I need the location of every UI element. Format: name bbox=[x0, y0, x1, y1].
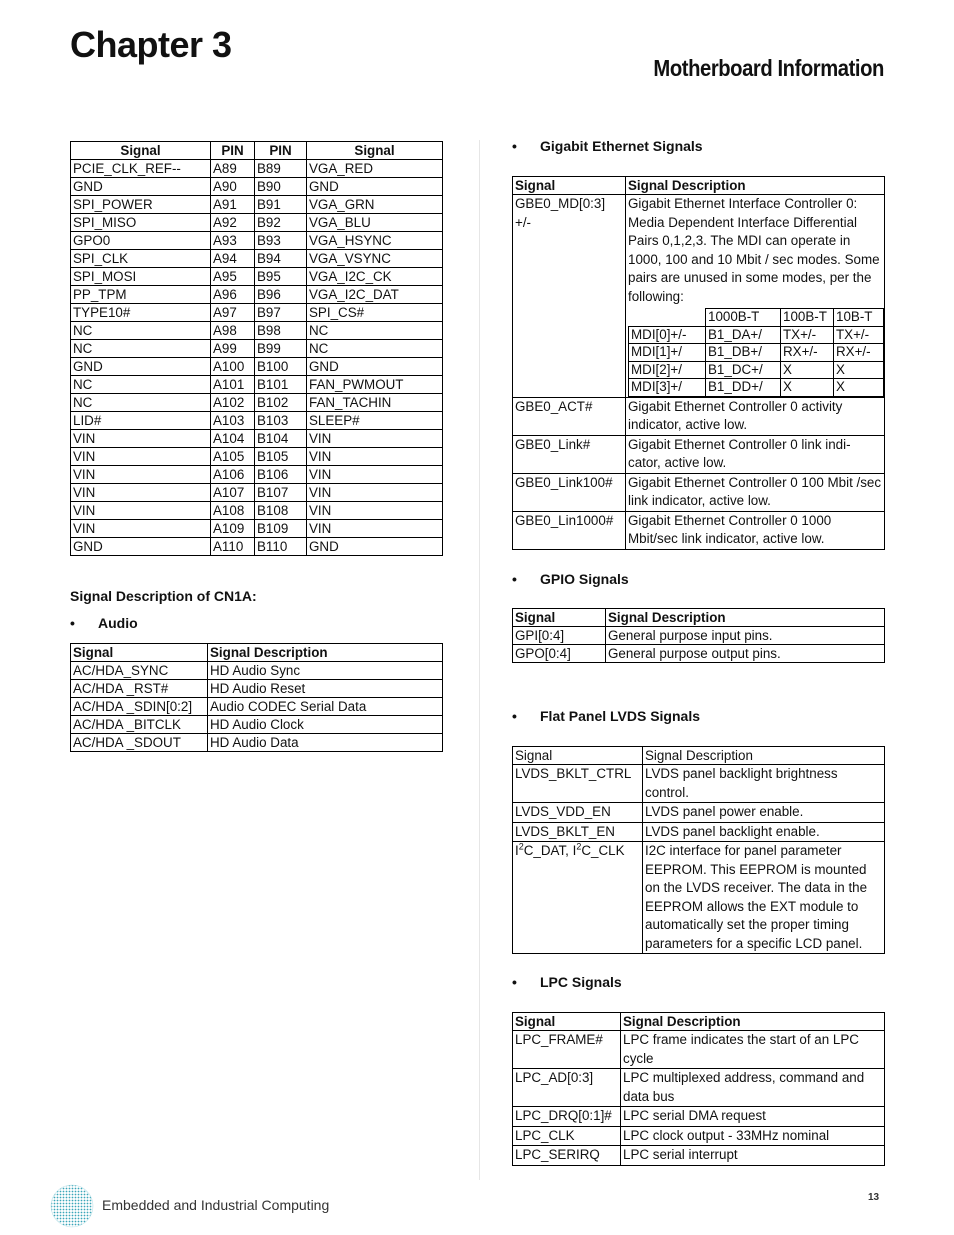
table-cell: SLEEP# bbox=[307, 412, 443, 430]
table-cell: LPC_FRAME# bbox=[513, 1031, 621, 1069]
mdi-header-cell: 1000B-T bbox=[706, 309, 781, 327]
table-cell: VGA_HSYNC bbox=[307, 232, 443, 250]
audio-table bbox=[70, 643, 443, 752]
mdi-header-cell: 100B-T bbox=[781, 309, 834, 327]
table-row bbox=[71, 160, 443, 178]
table-cell: GBE0_Link# bbox=[513, 435, 626, 473]
table-cell: VGA_VSYNC bbox=[307, 250, 443, 268]
mdi-cell: X bbox=[781, 379, 834, 397]
gbe-bullet bbox=[512, 138, 703, 154]
table-row bbox=[513, 473, 885, 511]
table-cell: VIN bbox=[71, 430, 211, 448]
table-cell: A101 bbox=[211, 376, 255, 394]
mdi-cell: TX+/- bbox=[781, 326, 834, 344]
table-cell: LVDS panel backlight enable. bbox=[643, 822, 885, 842]
table-row bbox=[513, 842, 885, 954]
table-cell: GPI[0:4] bbox=[513, 627, 606, 645]
table-row bbox=[513, 1031, 885, 1069]
table-row bbox=[513, 1146, 885, 1166]
table-cell: PCIE_CLK_REF-- bbox=[71, 160, 211, 178]
table-cell: General purpose output pins. bbox=[606, 645, 885, 663]
table-row bbox=[71, 680, 443, 698]
table-cell: B91 bbox=[255, 196, 307, 214]
bullet-label: Flat Panel LVDS Signals bbox=[540, 708, 701, 724]
header-cell: Signal Description bbox=[626, 177, 885, 195]
table-cell: VIN bbox=[307, 502, 443, 520]
pin-table bbox=[70, 141, 443, 556]
table-cell: LPC_SERIRQ bbox=[513, 1146, 621, 1166]
table-cell: NC bbox=[307, 340, 443, 358]
table-cell: B92 bbox=[255, 214, 307, 232]
mdi-row bbox=[629, 326, 884, 344]
table-cell: A100 bbox=[211, 358, 255, 376]
table-cell: B94 bbox=[255, 250, 307, 268]
mdi-cell: RX+/- bbox=[781, 344, 834, 362]
table-row bbox=[71, 520, 443, 538]
gpio-bullet bbox=[512, 571, 629, 587]
table-cell: AC/HDA _RST# bbox=[71, 680, 208, 698]
table-cell: LVDS_VDD_EN bbox=[513, 803, 643, 823]
bullet-label: GPIO Signals bbox=[540, 571, 629, 587]
signal-cell: $I^2C\_DAT$, $I^2C\_CLK$ bbox=[513, 842, 643, 954]
table-cell: Gigabit Ethernet Controller 0 100 Mbit /sec link indicator, active low. bbox=[626, 473, 885, 511]
table-cell: GND bbox=[307, 538, 443, 556]
mdi-cell: MDI[1]+/ bbox=[629, 344, 706, 362]
table-row bbox=[71, 322, 443, 340]
table-cell: LPC_AD[0:3] bbox=[513, 1069, 621, 1107]
table-cell: VIN bbox=[71, 466, 211, 484]
table-cell: A110 bbox=[211, 538, 255, 556]
table-row bbox=[513, 1107, 885, 1127]
lvds-bullet bbox=[512, 708, 700, 724]
table-cell: LPC serial DMA request bbox=[621, 1107, 885, 1127]
table-cell: B101 bbox=[255, 376, 307, 394]
table-cell: HD Audio Data bbox=[208, 734, 443, 752]
table-cell: A95 bbox=[211, 268, 255, 286]
table-cell: PP_TPM bbox=[71, 286, 211, 304]
table-cell: VIN bbox=[71, 520, 211, 538]
header-cell: PIN bbox=[255, 142, 307, 160]
table-cell: SPI_MOSI bbox=[71, 268, 211, 286]
mdi-row bbox=[629, 379, 884, 397]
table-cell: NC bbox=[71, 322, 211, 340]
table-cell: HD Audio Reset bbox=[208, 680, 443, 698]
bullet-glyph: • bbox=[512, 571, 517, 587]
header-cell: Signal bbox=[513, 609, 606, 627]
bullet-glyph: • bbox=[512, 138, 517, 154]
table-row bbox=[71, 538, 443, 556]
lvds-table-header bbox=[513, 747, 885, 765]
table-row bbox=[71, 214, 443, 232]
table-row bbox=[71, 466, 443, 484]
mdi-row bbox=[629, 361, 884, 379]
header-cell: Signal bbox=[513, 747, 643, 765]
table-row bbox=[71, 502, 443, 520]
bullet-glyph: • bbox=[70, 615, 75, 631]
table-cell: B110 bbox=[255, 538, 307, 556]
table-row bbox=[71, 358, 443, 376]
table-cell: B106 bbox=[255, 466, 307, 484]
table-cell: AC/HDA _SDIN[0:2] bbox=[71, 698, 208, 716]
table-cell: B93 bbox=[255, 232, 307, 250]
lpc-bullet bbox=[512, 974, 622, 990]
mdi-cell: MDI[3]+/ bbox=[629, 379, 706, 397]
table-cell: FAN_PWMOUT bbox=[307, 376, 443, 394]
table-cell: GND bbox=[71, 538, 211, 556]
table-cell: AC/HDA _BITCLK bbox=[71, 716, 208, 734]
table-cell: SPI_CLK bbox=[71, 250, 211, 268]
mdi-row bbox=[629, 344, 884, 362]
table-cell: TYPE10# bbox=[71, 304, 211, 322]
table-row bbox=[513, 511, 885, 549]
mdi-cell: TX+/- bbox=[834, 326, 884, 344]
table-cell: Gigabit Ethernet Controller 0 link indi-cator, active low. bbox=[626, 435, 885, 473]
table-row bbox=[513, 195, 885, 398]
table-row bbox=[71, 232, 443, 250]
lvds-table bbox=[512, 746, 885, 954]
table-cell: B89 bbox=[255, 160, 307, 178]
gpio-table-header bbox=[513, 609, 885, 627]
table-cell: B107 bbox=[255, 484, 307, 502]
table-cell: B100 bbox=[255, 358, 307, 376]
table-row bbox=[513, 645, 885, 663]
table-cell: SPI_POWER bbox=[71, 196, 211, 214]
table-cell: VGA_RED bbox=[307, 160, 443, 178]
table-cell: NC bbox=[307, 322, 443, 340]
table-cell: VIN bbox=[307, 466, 443, 484]
header-cell: Signal Description bbox=[606, 609, 885, 627]
footer-text: Embedded and Industrial Computing bbox=[102, 1197, 330, 1213]
table-cell: B105 bbox=[255, 448, 307, 466]
table-cell: LID# bbox=[71, 412, 211, 430]
page-number: 13 bbox=[868, 1192, 880, 1203]
table-cell: General purpose input pins. bbox=[606, 627, 885, 645]
mdi-header-cell bbox=[629, 309, 706, 327]
table-row bbox=[513, 803, 885, 823]
table-cell: B102 bbox=[255, 394, 307, 412]
table-cell: NC bbox=[71, 376, 211, 394]
mdi-cell: X bbox=[781, 361, 834, 379]
table-row bbox=[71, 662, 443, 680]
mdi-cell: B1_DC+/ bbox=[706, 361, 781, 379]
table-row bbox=[513, 627, 885, 645]
table-cell: LPC serial interrupt bbox=[621, 1146, 885, 1166]
header-cell: Signal Description bbox=[643, 747, 885, 765]
table-cell: GND bbox=[307, 358, 443, 376]
table-cell: B104 bbox=[255, 430, 307, 448]
table-cell: GBE0_Link100# bbox=[513, 473, 626, 511]
table-cell: VGA_I2C_CK bbox=[307, 268, 443, 286]
mdi-cell: B1_DA+/ bbox=[706, 326, 781, 344]
table-row bbox=[513, 435, 885, 473]
table-cell: A98 bbox=[211, 322, 255, 340]
audio-table-header bbox=[71, 644, 443, 662]
table-cell: LPC multiplexed address, command and data bus bbox=[621, 1069, 885, 1107]
table-cell: B108 bbox=[255, 502, 307, 520]
table-cell: A107 bbox=[211, 484, 255, 502]
table-cell: GBE0_ACT# bbox=[513, 397, 626, 435]
table-row bbox=[71, 340, 443, 358]
table-cell: LVDS panel backlight brightness control. bbox=[643, 765, 885, 803]
table-cell: HD Audio Clock bbox=[208, 716, 443, 734]
gbe-table-header bbox=[513, 177, 885, 195]
table-cell: B103 bbox=[255, 412, 307, 430]
bullet-glyph: • bbox=[512, 974, 517, 990]
table-row bbox=[71, 250, 443, 268]
table-row bbox=[71, 376, 443, 394]
table-cell: A108 bbox=[211, 502, 255, 520]
table-cell: A89 bbox=[211, 160, 255, 178]
table-row bbox=[513, 765, 885, 803]
table-cell: LPC_CLK bbox=[513, 1126, 621, 1146]
table-cell: A94 bbox=[211, 250, 255, 268]
table-cell: B98 bbox=[255, 322, 307, 340]
table-cell: A99 bbox=[211, 340, 255, 358]
mdi-cell: MDI[2]+/ bbox=[629, 361, 706, 379]
table-row bbox=[71, 304, 443, 322]
table-cell: VIN bbox=[307, 448, 443, 466]
table-cell: A105 bbox=[211, 448, 255, 466]
table-row bbox=[71, 698, 443, 716]
table-cell: B96 bbox=[255, 286, 307, 304]
pin-table-header bbox=[71, 142, 443, 160]
table-cell: B109 bbox=[255, 520, 307, 538]
table-row bbox=[71, 448, 443, 466]
table-cell: LPC frame indicates the start of an LPC cycle bbox=[621, 1031, 885, 1069]
table-cell: VIN bbox=[307, 430, 443, 448]
audio-bullet bbox=[70, 615, 138, 631]
table-row bbox=[71, 716, 443, 734]
table-cell: VIN bbox=[71, 484, 211, 502]
table-cell: GND bbox=[307, 178, 443, 196]
bullet-label: Audio bbox=[98, 615, 138, 631]
chapter-title: Chapter 3 bbox=[70, 24, 232, 65]
table-cell: LVDS_BKLT_EN bbox=[513, 822, 643, 842]
header-cell: Signal bbox=[307, 142, 443, 160]
table-cell: VIN bbox=[307, 520, 443, 538]
mdi-header-row bbox=[629, 309, 884, 327]
table-cell: LPC clock output - 33MHz nominal bbox=[621, 1126, 885, 1146]
mdi-cell: B1_DD+/ bbox=[706, 379, 781, 397]
table-cell: SPI_MISO bbox=[71, 214, 211, 232]
table-row bbox=[71, 178, 443, 196]
table-cell: GND bbox=[71, 178, 211, 196]
mdi-header-cell: 10B-T bbox=[834, 309, 884, 327]
table-cell: LVDS panel power enable. bbox=[643, 803, 885, 823]
table-row bbox=[513, 1126, 885, 1146]
header-cell: Signal Description bbox=[208, 644, 443, 662]
description-cell bbox=[626, 195, 885, 398]
table-cell: VIN bbox=[71, 502, 211, 520]
section-title: Motherboard Information bbox=[653, 55, 884, 81]
table-cell: VIN bbox=[71, 448, 211, 466]
table-row bbox=[71, 734, 443, 752]
table-cell: A92 bbox=[211, 214, 255, 232]
mdi-table bbox=[628, 308, 884, 397]
table-cell: B95 bbox=[255, 268, 307, 286]
table-cell: VGA_GRN bbox=[307, 196, 443, 214]
table-cell: Gigabit Ethernet Controller 0 1000 Mbit/sec link indicator, active low. bbox=[626, 511, 885, 549]
table-cell: A90 bbox=[211, 178, 255, 196]
table-cell: Gigabit Ethernet Controller 0 activity indicator, active low. bbox=[626, 397, 885, 435]
globe-logo-icon bbox=[50, 1184, 94, 1228]
mdi-cell: RX+/- bbox=[834, 344, 884, 362]
table-cell: VIN bbox=[307, 484, 443, 502]
table-cell: A96 bbox=[211, 286, 255, 304]
lpc-table-header bbox=[513, 1013, 885, 1031]
table-cell: AC/HDA_SYNC bbox=[71, 662, 208, 680]
table-cell: A104 bbox=[211, 430, 255, 448]
cn1a-heading: Signal Description of CN1A: bbox=[70, 588, 257, 604]
table-cell: AC/HDA _SDOUT bbox=[71, 734, 208, 752]
table-cell: A106 bbox=[211, 466, 255, 484]
table-row bbox=[71, 484, 443, 502]
table-cell: FAN_TACHIN bbox=[307, 394, 443, 412]
table-cell: LPC_DRQ[0:1]# bbox=[513, 1107, 621, 1127]
mdi-cell: B1_DB+/ bbox=[706, 344, 781, 362]
md-description: Gigabit Ethernet Interface Controller 0: Media Dependent Interface Differential Pairs 0,1,2,3. The MDI can operate in 1000, 100 and 10 Mbit / sec modes. Some pairs are unused in some modes, per the following: bbox=[628, 196, 880, 304]
table-cell: VGA_BLU bbox=[307, 214, 443, 232]
mdi-cell: X bbox=[834, 379, 884, 397]
table-cell: LVDS_BKLT_CTRL bbox=[513, 765, 643, 803]
bullet-label: LPC Signals bbox=[540, 974, 622, 990]
mdi-cell: X bbox=[834, 361, 884, 379]
table-cell: NC bbox=[71, 394, 211, 412]
table-cell: GND bbox=[71, 358, 211, 376]
table-cell: A102 bbox=[211, 394, 255, 412]
table-cell: GPO0 bbox=[71, 232, 211, 250]
table-cell: B99 bbox=[255, 340, 307, 358]
table-cell: HD Audio Sync bbox=[208, 662, 443, 680]
description-cell: I2C interface for panel parameter EEPROM. This EEPROM is mounted on the LVDS receiver. The data in the EEPROM allows the EXT module to automatically set the proper timing parameters for a specific LCD panel. bbox=[643, 842, 885, 954]
column-divider bbox=[479, 140, 480, 1180]
header-cell: Signal bbox=[513, 177, 626, 195]
table-row bbox=[71, 394, 443, 412]
table-cell: B90 bbox=[255, 178, 307, 196]
table-cell: A93 bbox=[211, 232, 255, 250]
mdi-cell: MDI[0]+/- bbox=[629, 326, 706, 344]
table-cell: B97 bbox=[255, 304, 307, 322]
table-cell: A103 bbox=[211, 412, 255, 430]
table-cell: A97 bbox=[211, 304, 255, 322]
table-row bbox=[513, 1069, 885, 1107]
header-cell: Signal bbox=[71, 142, 211, 160]
table-cell: A109 bbox=[211, 520, 255, 538]
table-cell: Audio CODEC Serial Data bbox=[208, 698, 443, 716]
table-cell: NC bbox=[71, 340, 211, 358]
table-row bbox=[513, 397, 885, 435]
table-cell: GBE0_Lin1000# bbox=[513, 511, 626, 549]
table-row bbox=[71, 268, 443, 286]
lpc-table bbox=[512, 1012, 885, 1166]
table-cell: SPI_CS# bbox=[307, 304, 443, 322]
table-cell: VGA_I2C_DAT bbox=[307, 286, 443, 304]
table-row bbox=[513, 822, 885, 842]
signal-cell: GBE0_MD[0:3] +/- bbox=[513, 195, 626, 398]
gbe-table bbox=[512, 176, 885, 550]
table-row bbox=[71, 430, 443, 448]
gpio-table bbox=[512, 608, 885, 663]
table-row bbox=[71, 412, 443, 430]
bullet-label: Gigabit Ethernet Signals bbox=[540, 138, 703, 154]
header-cell: PIN bbox=[211, 142, 255, 160]
header-cell: Signal Description bbox=[621, 1013, 885, 1031]
table-row bbox=[71, 196, 443, 214]
header-cell: Signal bbox=[71, 644, 208, 662]
table-cell: GPO[0:4] bbox=[513, 645, 606, 663]
table-row bbox=[71, 286, 443, 304]
bullet-glyph: • bbox=[512, 708, 517, 724]
table-cell: A91 bbox=[211, 196, 255, 214]
header-cell: Signal bbox=[513, 1013, 621, 1031]
